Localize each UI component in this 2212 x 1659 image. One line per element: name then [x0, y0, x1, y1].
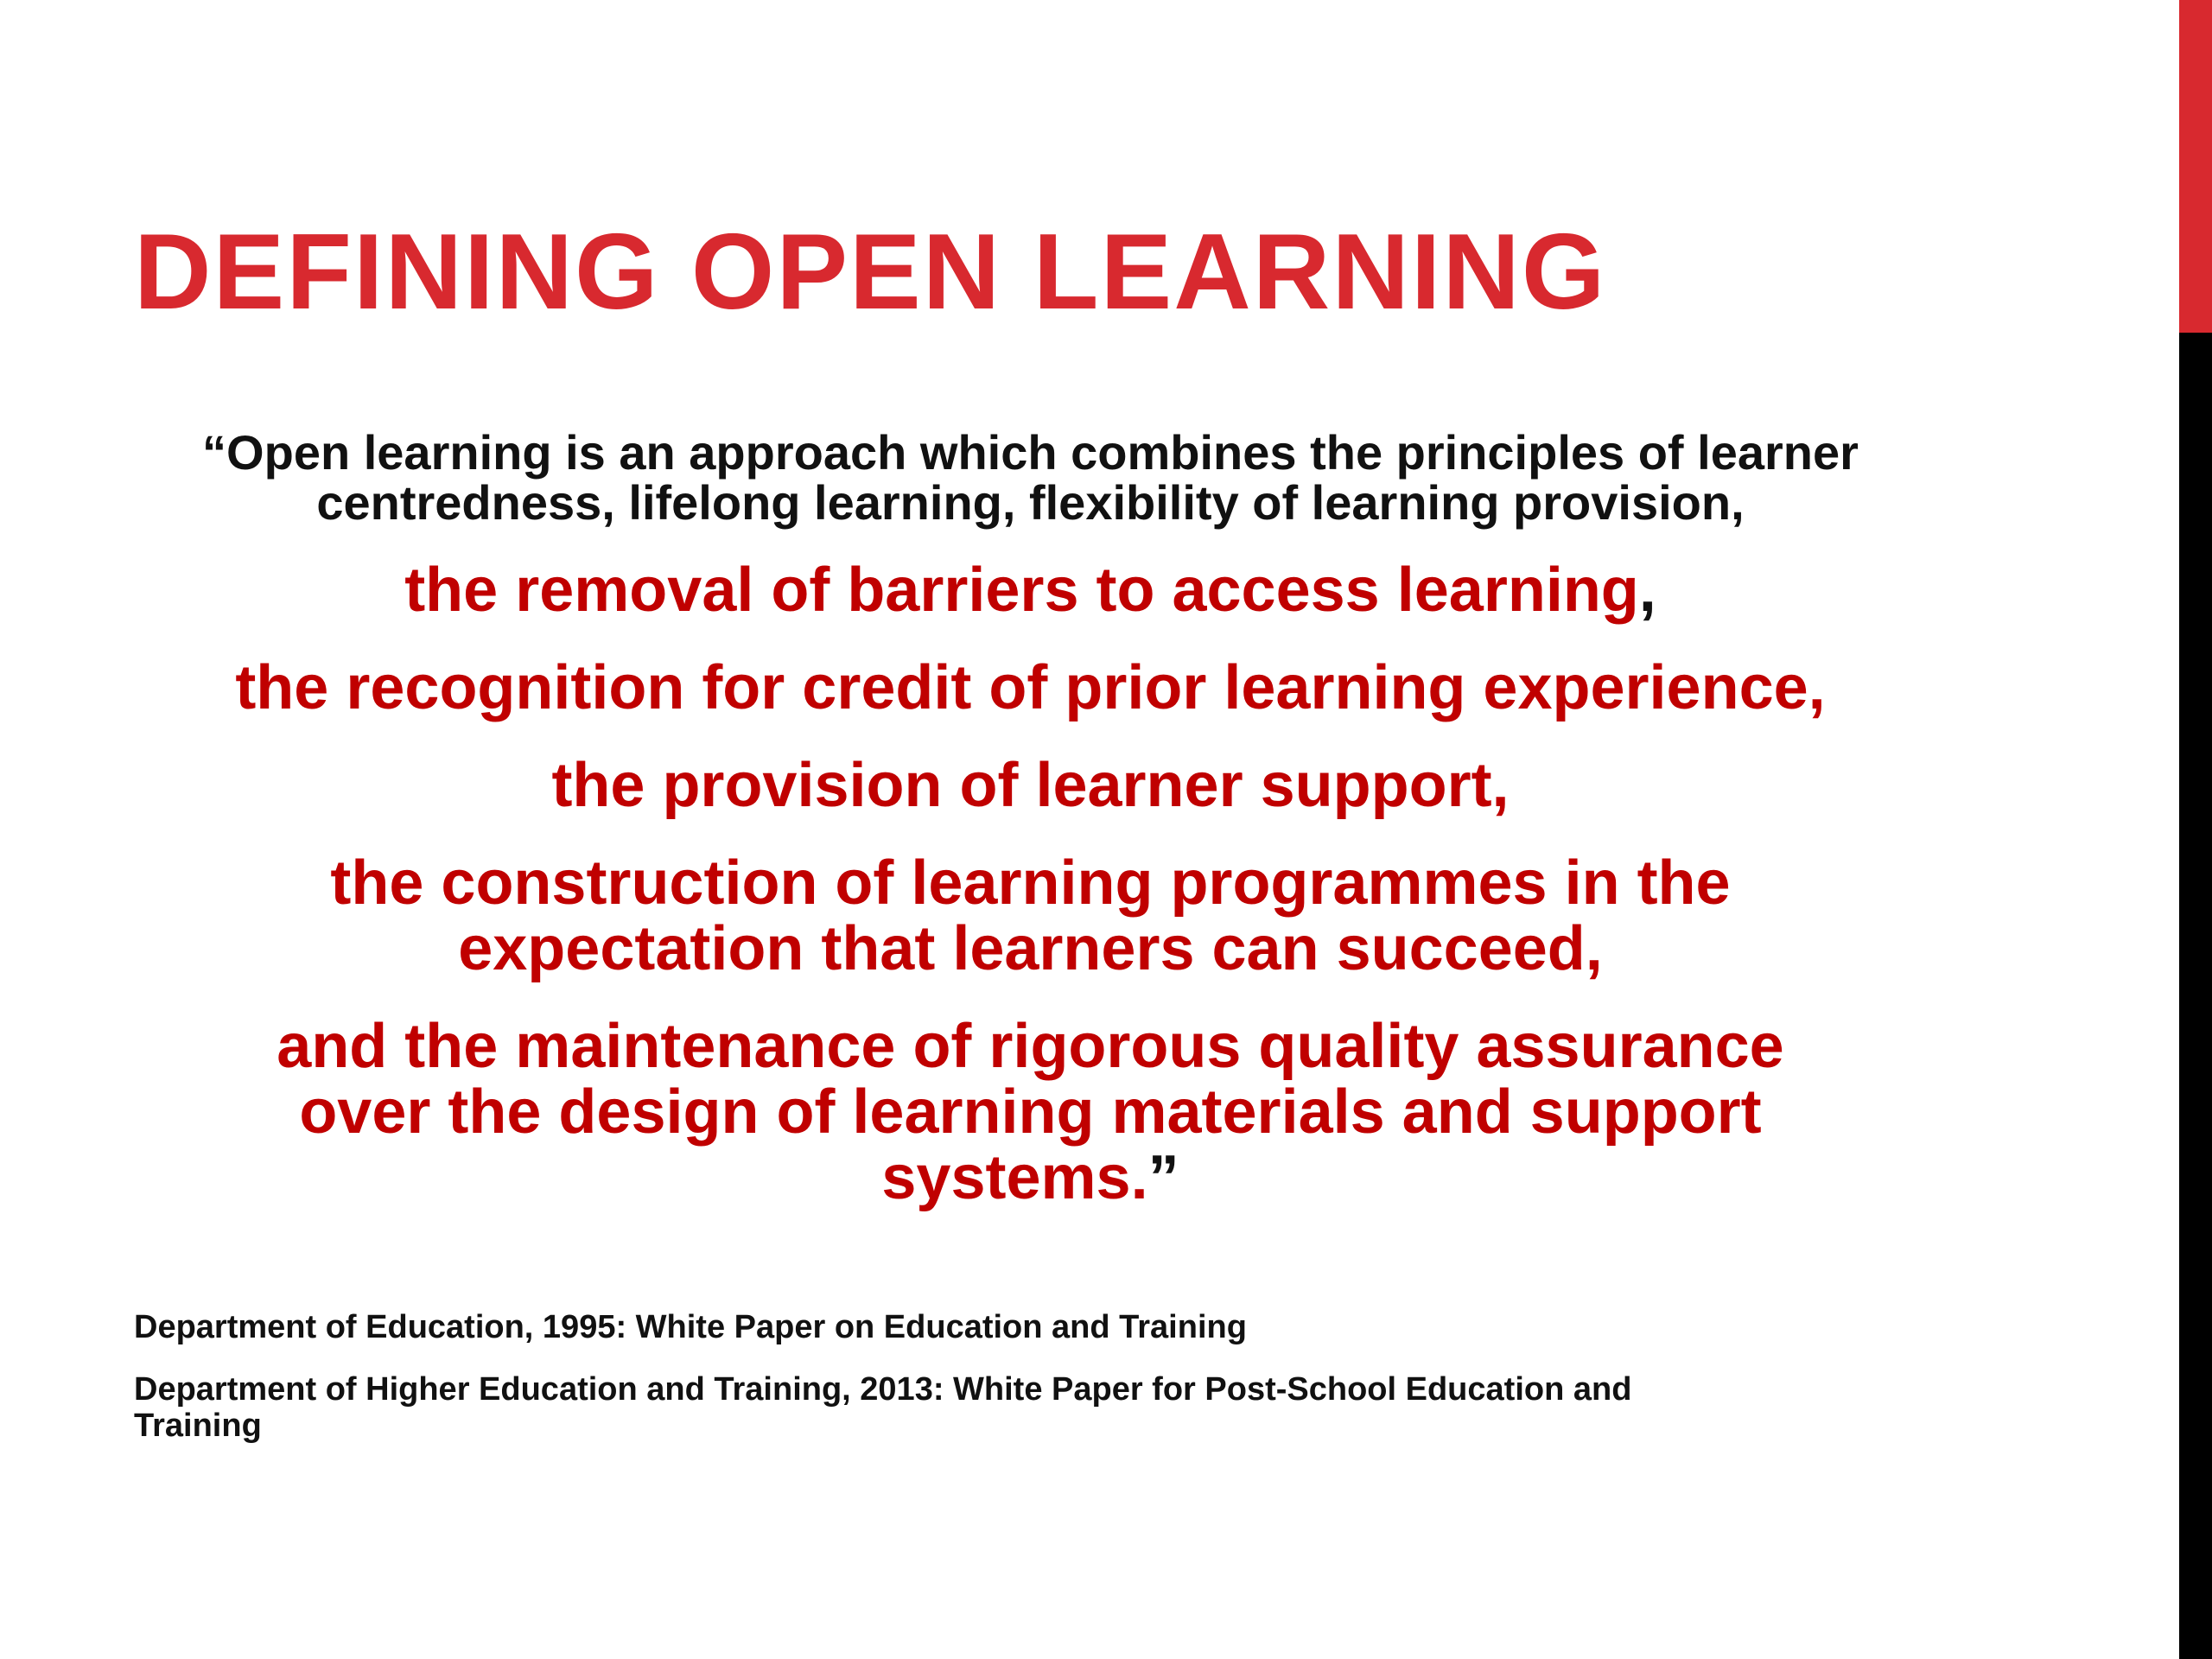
quote-intro-line: centredness, lifelong learning, flexibility of learning provision,: [316, 475, 1745, 530]
quote-point-barriers: [130, 557, 1931, 623]
slide-title: DEFINING OPEN LEARNING: [134, 213, 1607, 332]
quote-point-line: and the maintenance of rigorous quality assurance: [276, 1012, 1784, 1081]
reference-line: Department of Education, 1995: White Paper on Education and Training: [134, 1309, 1247, 1345]
quote-closing-mark: ”: [1147, 1143, 1179, 1212]
quote-point-prior-learning: [130, 655, 1931, 721]
quote-point-line: the provision of learner support,: [551, 751, 1510, 820]
reference-2013: [134, 1371, 1948, 1444]
side-accent-bar-black: [2179, 333, 2212, 1659]
quote-point-line: the construction of learning programmes in the: [330, 849, 1731, 918]
references: [134, 1309, 1948, 1470]
quote-block: [130, 425, 1931, 1243]
quote-point-learner-support: [130, 753, 1931, 818]
reference-line: Department of Higher Education and Training, 2013: White Paper for Post-School Education and: [134, 1371, 1632, 1408]
quote-point-line: systems.: [881, 1143, 1148, 1212]
side-accent-bar-red: [2179, 0, 2212, 333]
quote-point-line: the removal of barriers to access learning: [404, 556, 1639, 625]
quote-point-line: expectation that learners can succeed,: [458, 914, 1603, 983]
quote-point-line: over the design of learning materials and support: [299, 1077, 1762, 1147]
quote-point-programmes: [130, 850, 1931, 982]
quote-point-quality-assurance: [130, 1014, 1931, 1211]
quote-intro-line: “Open learning is an approach which combines the principles of learner: [202, 425, 1859, 480]
quote-intro: [130, 425, 1931, 530]
reference-1995: [134, 1309, 1948, 1345]
quote-point-tail: ,: [1638, 556, 1656, 625]
quote-point-line: the recognition for credit of prior learning experience,: [235, 653, 1826, 722]
reference-line: Training: [134, 1408, 262, 1444]
